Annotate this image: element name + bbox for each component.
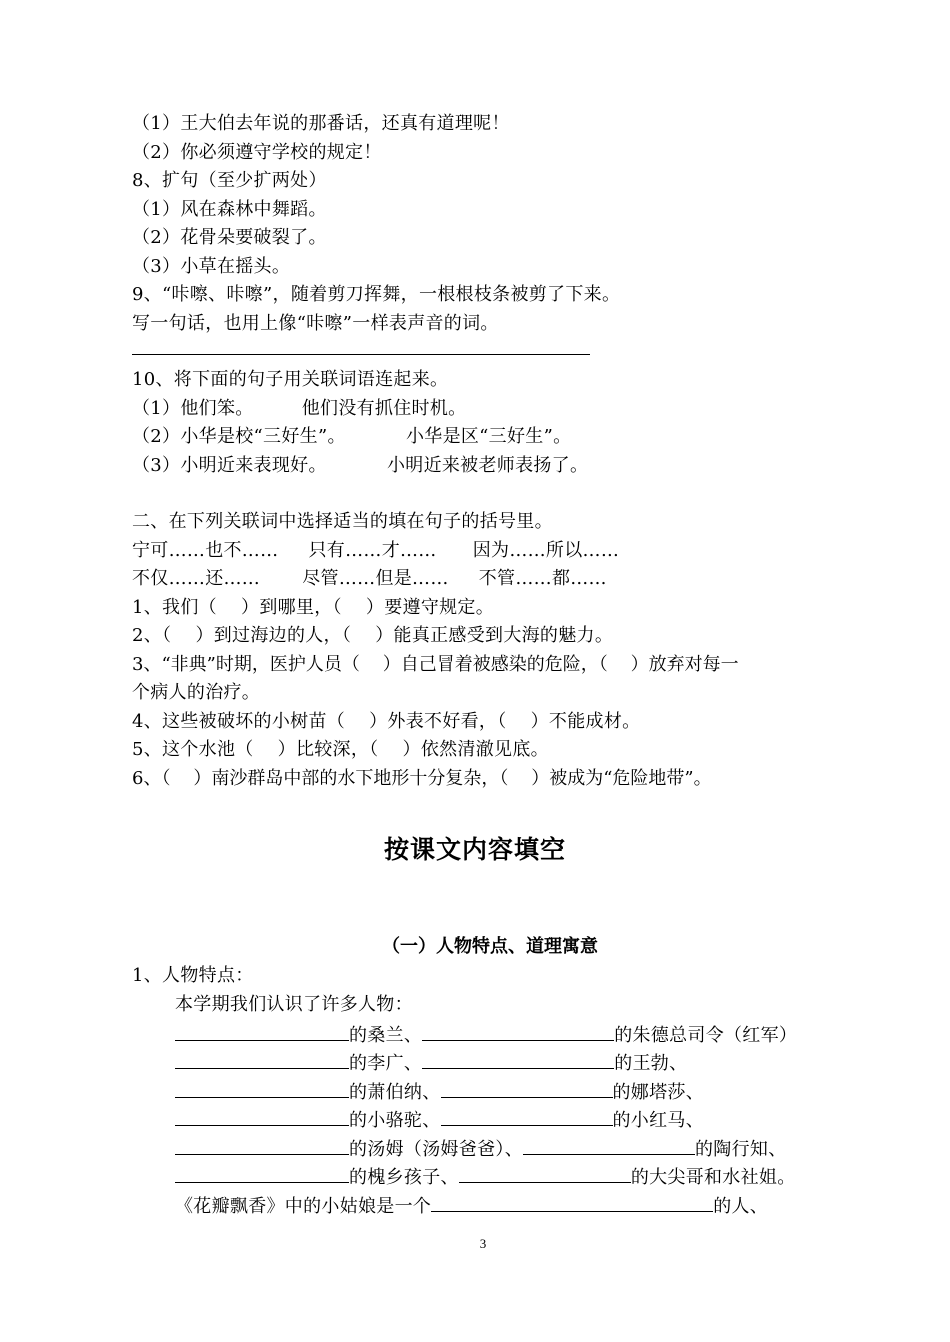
question-label: 1、人物特点：	[132, 965, 254, 986]
question-intro: 本学期我们认识了许多人物：	[175, 994, 413, 1015]
text-line: （1）王大伯去年说的那番话，还真有道理呢！	[132, 113, 510, 134]
fill-text: 的李广、	[349, 1053, 423, 1074]
fill-text: 的槐乡孩子、	[349, 1167, 459, 1188]
answer-blank-line[interactable]	[132, 354, 590, 355]
answer-blank[interactable]	[175, 1020, 349, 1041]
fill-row	[175, 1048, 687, 1076]
fill-text: 的萧伯纳、	[349, 1082, 441, 1103]
answer-blank[interactable]	[422, 1048, 614, 1069]
fill-row	[175, 1077, 704, 1105]
question-heading: 9、“咔嚓、咔嚓”，随着剪刀挥舞，一根根枝条被剪了下来。	[132, 284, 621, 305]
fill-item: 5、这个水池（ ）比较深，（ ）依然清澈见底。	[132, 739, 549, 760]
text-line: 写一句话，也用上像“咔嚓”一样表声音的词。	[132, 313, 499, 334]
fill-row	[175, 1134, 787, 1162]
fill-row	[175, 1162, 796, 1190]
conjunction-options: 不仅……还…… 尽管……但是…… 不管……都……	[132, 568, 607, 589]
fill-text: 的王勃、	[614, 1053, 688, 1074]
answer-blank[interactable]	[422, 1020, 614, 1041]
fill-row	[175, 1191, 768, 1219]
question-heading: 10、将下面的句子用关联词语连起来。	[132, 369, 449, 390]
fill-text: 的小红马、	[612, 1110, 704, 1131]
subsection-title: （一）人物特点、道理寓意	[382, 936, 598, 957]
fill-row	[175, 1105, 704, 1133]
text-line: （1）他们笨。 他们没有抓住时机。	[132, 398, 467, 419]
fill-text: 的桑兰、	[349, 1025, 423, 1046]
answer-blank[interactable]	[441, 1105, 613, 1126]
text-line: （3）小明近来表现好。 小明近来被老师表扬了。	[132, 455, 589, 476]
fill-text: 《花瓣飘香》中的小姑娘是一个	[175, 1196, 432, 1217]
question-heading: 8、扩句（至少扩两处）	[132, 170, 327, 191]
fill-item: 6、（ ）南沙群岛中部的水下地形十分复杂，（ ）被成为“危险地带”。	[132, 768, 712, 789]
conjunction-options: 宁可……也不…… 只有……才…… 因为……所以……	[132, 540, 620, 561]
text-line: （2）你必须遵守学校的规定！	[132, 142, 382, 163]
fill-text: 的朱德总司令（红军）	[614, 1025, 798, 1046]
answer-blank[interactable]	[175, 1048, 349, 1069]
text-line: （1）风在森林中舞蹈。	[132, 199, 327, 220]
fill-item: 3、“非典”时期，医护人员（ ）自己冒着被感染的危险，（ ）放弃对每一	[132, 654, 739, 675]
fill-text: 的人、	[713, 1196, 769, 1217]
answer-blank[interactable]	[459, 1162, 631, 1183]
fill-text: 的娜塔莎、	[612, 1082, 704, 1103]
answer-blank[interactable]	[441, 1077, 613, 1098]
answer-blank[interactable]	[175, 1162, 349, 1183]
fill-row	[175, 1020, 797, 1048]
fill-item: 4、这些被破坏的小树苗（ ）外表不好看，（ ）不能成材。	[132, 711, 641, 732]
fill-text: 的陶行知、	[695, 1139, 787, 1160]
text-line: （2）小华是校“三好生”。 小华是区“三好生”。	[132, 426, 572, 447]
fill-item: 个病人的治疗。	[132, 682, 261, 703]
text-line: （2）花骨朵要破裂了。	[132, 227, 327, 248]
text-line: （3）小草在摇头。	[132, 256, 291, 277]
answer-blank[interactable]	[175, 1134, 349, 1155]
fill-text: 的大尖哥和水社姐。	[630, 1167, 796, 1188]
fill-text: 的小骆驼、	[349, 1110, 441, 1131]
section-title: 按课文内容填空	[383, 835, 566, 864]
fill-item: 2、（ ）到过海边的人，（ ）能真正感受到大海的魅力。	[132, 625, 614, 646]
page-number: 3	[479, 1236, 487, 1251]
section-heading: 二、在下列关联词中选择适当的填在句子的括号里。	[132, 511, 553, 532]
fill-item: 1、我们（ ）到哪里，（ ）要遵守规定。	[132, 597, 495, 618]
answer-blank[interactable]	[175, 1105, 349, 1126]
fill-text: 的汤姆（汤姆爸爸）、	[349, 1139, 523, 1160]
answer-blank[interactable]	[431, 1191, 713, 1212]
answer-blank[interactable]	[523, 1134, 695, 1155]
answer-blank[interactable]	[175, 1077, 349, 1098]
